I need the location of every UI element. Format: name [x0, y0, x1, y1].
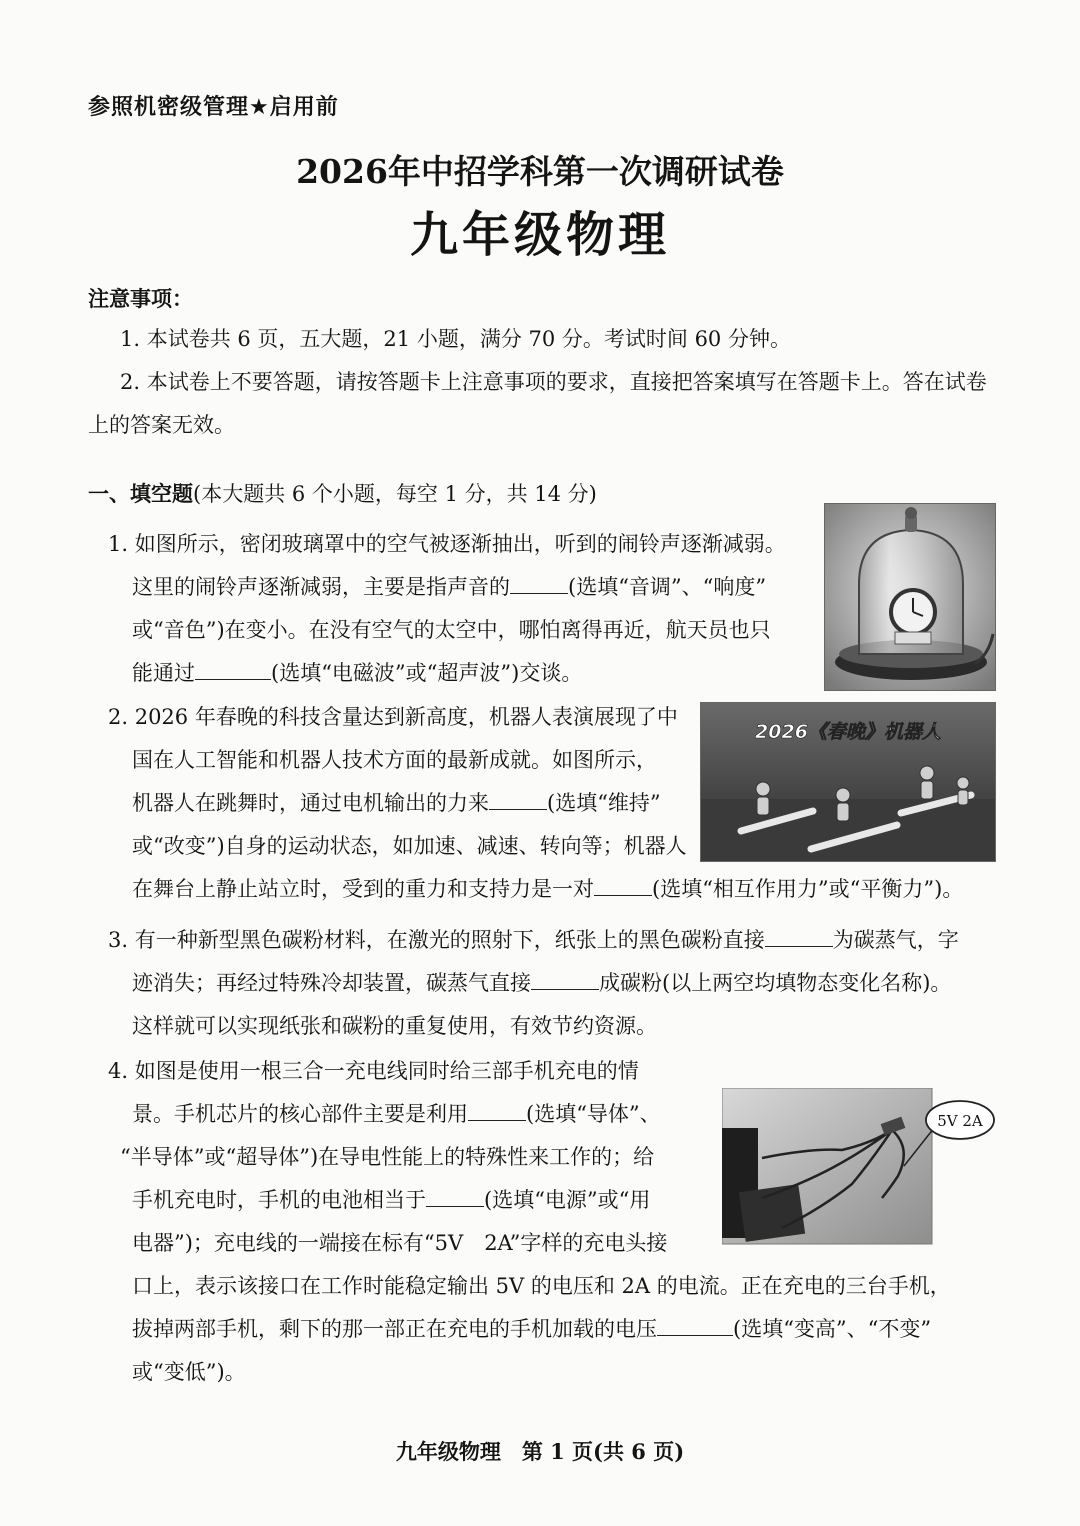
robot-dance-image [700, 702, 996, 862]
question-3 [108, 919, 959, 1048]
q4-line-5: 电器”)；充电线的一端接在标有“5V 2A”字样的充电头接 [132, 1231, 668, 1255]
notice-heading: 注意事项： [88, 287, 193, 311]
q1-line-2a: 这里的闹铃声逐渐减弱，主要是指声音的 [132, 575, 510, 599]
robot-illustration [701, 703, 995, 861]
q4-line-4a: 手机充电时，手机的电池相当于 [132, 1188, 426, 1212]
q4-line-2b: (选填“导体”、 [526, 1102, 661, 1126]
section-note: (本大题共 6 个小题，每空 1 分，共 14 分) [193, 482, 597, 506]
charging-cable-illustration [722, 1088, 1002, 1248]
q2-line-5b: (选填“相互作用力”或“平衡力”)。 [652, 877, 964, 901]
exam-title: 九年级物理 [409, 207, 670, 263]
q4-line-2a: 景。手机芯片的核心部件主要是利用 [132, 1102, 468, 1126]
q3-line-1a: 3. 有一种新型黑色碳粉材料，在激光的照射下，纸张上的黑色碳粉直接 [108, 928, 765, 952]
q3-line-2b: 成碳粉(以上两空均填物态变化名称)。 [599, 971, 952, 995]
q3-line-1 [108, 919, 959, 962]
q4-line-1: 4. 如图是使用一根三合一充电线同时给三部手机充电的情 [108, 1059, 639, 1083]
answer-blank [426, 1188, 484, 1207]
q4-line-7 [108, 1308, 951, 1351]
q1-line-4b: (选填“电磁波”或“超声波”)交谈。 [271, 661, 583, 685]
q4-line-4b: (选填“电源”或“用 [484, 1188, 651, 1212]
q3-line-2 [108, 962, 959, 1005]
answer-blank [594, 877, 652, 896]
q2-line-1: 2. 2026 年春晚的科技含量达到新高度，机器人表演展现了中 [108, 705, 678, 729]
answer-blank [765, 928, 833, 947]
robot-image-caption: 2026《春晚》机器人 [755, 721, 941, 743]
q3-line-1b: 为碳蒸气，字 [832, 928, 959, 952]
q4-line-7b: (选填“变高”、“不变” [733, 1317, 932, 1341]
q2-line-2: 国在人工智能和机器人技术方面的最新成就。如图所示， [132, 748, 657, 772]
page-footer: 九年级物理 第 1 页(共 6 页) [395, 1439, 685, 1464]
q2-line-5 [108, 868, 963, 911]
answer-blank [510, 575, 568, 594]
q1-line-2b: (选填“音调”、“响度” [568, 575, 767, 599]
charging-cable-image [722, 1088, 1002, 1248]
bell-jar-image [824, 503, 996, 691]
section-title: 一、填空题 [88, 482, 193, 506]
answer-blank [531, 971, 599, 990]
q1-line-2 [108, 566, 786, 609]
charger-rating-label: 5V 2A [937, 1112, 983, 1130]
notice-item-2: 2. 本试卷上不要答题，请按答题卡上注意事项的要求，直接把答案填写在答题卡上。答在试卷上的答案无效。 [88, 370, 987, 437]
answer-blank [468, 1102, 526, 1121]
bell-jar-illustration [825, 504, 995, 690]
q2-line-3b: (选填“维持” [547, 791, 661, 815]
answer-blank [489, 791, 547, 810]
q4-line-7a: 拔掉两部手机，剩下的那一部正在充电的手机加载的电压 [132, 1317, 657, 1341]
question-1 [108, 523, 786, 695]
q2-line-5a: 在舞台上静止站立时，受到的重力和支持力是一对 [132, 877, 594, 901]
q2-line-3a: 机器人在跳舞时，通过电机输出的力来 [132, 791, 489, 815]
q3-line-2a: 迹消失；再经过特殊冷却装置，碳蒸气直接 [132, 971, 531, 995]
q1-line-1: 1. 如图所示，密闭玻璃罩中的空气被逐渐抽出，听到的闹铃声逐渐减弱。 [108, 532, 786, 556]
confidentiality-label: 参照机密级管理★启用前 [88, 95, 339, 120]
notice-item-1: 1. 本试卷共 6 页，五大题，21 小题，满分 70 分。考试时间 60 分钟。 [120, 327, 791, 351]
answer-blank [657, 1317, 733, 1336]
q1-line-4 [108, 652, 786, 695]
q1-line-4a: 能通过 [132, 661, 195, 685]
q2-line-4: 或“改变”)自身的运动状态，如加速、减速、转向等；机器人 [132, 834, 687, 858]
section-heading [88, 478, 597, 508]
q4-line-6: 口上，表示该接口在工作时能稳定输出 5V 的电压和 2A 的电流。正在充电的三台手机， [132, 1274, 951, 1298]
q3-line-3: 这样就可以实现纸张和碳粉的重复使用，有效节约资源。 [132, 1014, 657, 1038]
q4-line-3: “半导体”或“超导体”)在导电性能上的特殊性来工作的；给 [120, 1145, 655, 1169]
q1-line-3: 或“音色”)在变小。在没有空气的太空中，哪怕离得再近，航天员也只 [132, 618, 771, 642]
exam-subtitle: 2026年中招学科第一次调研试卷 [296, 152, 784, 191]
q4-line-8: 或“变低”)。 [132, 1360, 246, 1384]
answer-blank [195, 661, 271, 680]
